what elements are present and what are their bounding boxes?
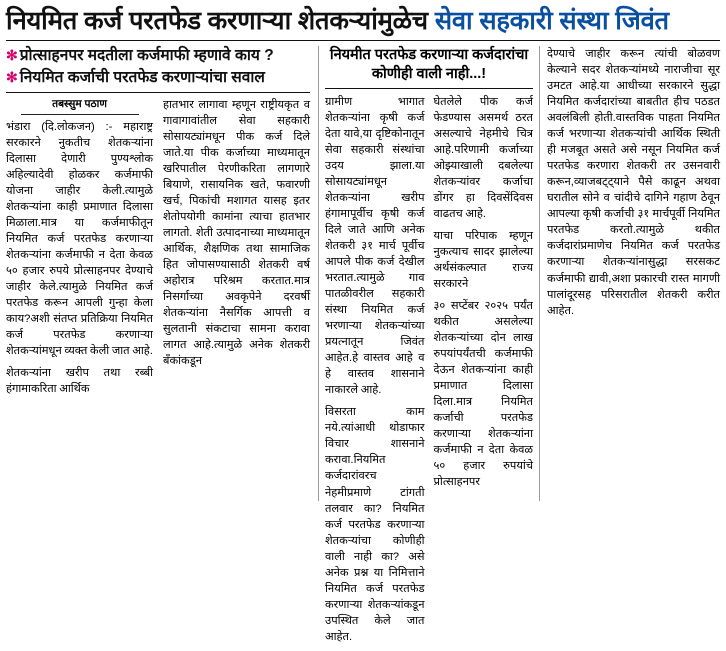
left-col-2 — [163, 97, 310, 404]
left-subheadline-1 — [6, 46, 310, 66]
left-subheadline-2 — [6, 68, 310, 88]
left-subheadline-1-text: प्रोत्साहनपर मदतीला कर्जमाफी म्हणावे काय ? — [19, 47, 274, 65]
byline: तबस्सुम पठाण — [52, 97, 107, 110]
main-headline — [6, 6, 720, 36]
headline-divider — [6, 40, 720, 41]
star-icon-2: ✻ — [6, 68, 18, 85]
left-subheadline-2-text: नियमित कर्जाची परतफेड करणाऱ्यांचा सवाल — [19, 68, 265, 86]
mid-col1-para-0: ग्रामीण भागात शेतकऱ्यांना कृषी कर्ज देता यावे,या दृष्टिकोनातून सेवा सहकारी संस्थांचा उदय झाला.या सोसायट्यांमधून शेतकऱ्यांना खरीप हंगामापूर्वीच कृषी कर्ज दिले जाते आणि अनेक शेतकरी ३१ मार्च पूर्वीच आपले पीक कर्ज देखील भरतात.त्यामुळे गाव पातळीवरील सहकारी संस्था नियमित कर्ज भरणाऱ्या शेतकऱ्यांच्या प्रयत्नातून जिवंत आहेत.हे वास्तव आहे व हे वास्तव शासनाने नाकारले आहे. — [325, 95, 425, 397]
middle-headline: नियमीत परतफेड करणाऱ्या कर्जदारांचा कोणीही वाली नाही...! — [329, 47, 529, 82]
article-body — [6, 46, 720, 643]
headline-part-b: सेवा सहकारी संस्था जिवंत — [434, 7, 669, 35]
left-col-1 — [6, 97, 153, 404]
mid-col-2 — [434, 94, 534, 651]
right-column — [540, 46, 720, 501]
star-icon: ✻ — [6, 47, 18, 64]
middle-headline-divider — [325, 88, 533, 89]
left-col1-para-0 — [6, 119, 153, 359]
left-subhead-divider — [6, 92, 310, 93]
byline-divider — [21, 114, 139, 115]
left-col1-para-0-text: महाराष्ट्र सरकारने नुकतीच शेतकऱ्यांना दिलासा देणारी पुण्यश्लोक अहिल्यादेवी होळकर कर्जमाफी योजना जाहीर केली.त्यामुळे शेतकऱ्यांना काही प्रमाणात दिलासा मिळाला.मात्र या कर्जमाफीतून नियमित कर्ज परतफेड करणाऱ्या शेतकऱ्यांना कर्जमाफी न देता केवळ ५० हजार रुपये प्रोत्साहनपर देण्याचे जाहीर केले.त्यामुळे नियमित कर्ज परतफेड करून आपली गुन्हा केला काय?अशी संतप्त प्रतिक्रिया नियमित कर्ज परतफेड करणाऱ्या शेतकऱ्यांमधून व्यक्त केली जात आहे. — [6, 120, 154, 358]
middle-column-text-grid — [325, 94, 533, 651]
left-col2-para-0: हातभार लागावा म्हणून राष्ट्रीयकृत व गावागावांतील सेवा सहकारी सोसायट्यांमधून पीक कर्ज दिले जाते.या पीक कर्जाच्या माध्यमातून खरिपातील पेरणीकरिता लागणारे बियाणे, रासायनिक खते, फवारणी खर्च, पिकांची मशागत यासह इतर शेतोपयोगी कामांना त्याचा हातभार लागतो. शेती उत्पादनाच्या माध्यमातून आर्थिक, शैक्षणिक तथा सामाजिक हित जोपासण्यासाठी शेतकरी वर्ष अहोरात्र परिश्रम करतात.मात्र निसर्गाच्या अवकृपेने दरवर्षी शेतकऱ्यांना नैसर्गिक आपत्ती व सुलतानी संकटाचा सामना करावा लागत आहे.त्यामुळे अनेक शेतकरी बँकांकडून — [163, 98, 310, 368]
mid-col1-para-1: विसरता काम नये.त्यांआधी थोडाफार विचार शासनाने करावा.नियमित कर्जदारांवरच नेहमीप्रमाणे टांगती तलवार का? नियमित कर्ज परतफेड करणाऱ्या शेतकऱ्यांचा कोणीही वाली नाही का? असे अनेक प्रश्न या निमित्ताने नियमित कर्ज परतफेड करणाऱ्या शेतकऱ्यांकडून उपस्थित केले जात आहेत. — [325, 406, 425, 643]
headline-part-a: नियमित कर्ज परतफेड करणाऱ्या शेतकऱ्यांमुळेच — [6, 7, 428, 35]
left-col1-para-1: शेतकऱ्यांना खरीप तथा रब्बी हंगामाकरिता आर्थिक — [6, 367, 153, 396]
middle-column — [318, 46, 540, 643]
mid-col2-para-0: घेतलेले पीक कर्ज फेडण्यास असमर्थ ठरत असल्याचे नेहमीचे चित्र आहे.परिणामी कर्जाच्या ओझ्याखाली दबलेल्या शेतकऱ्यांवर कर्जाचा डोंगर हा दिवसेंदिवस वाढतच आहे. — [433, 95, 533, 220]
byline-place: भंडारा (दि.लोकजन) :- — [6, 120, 113, 133]
right-col-para-0: देण्याचे जाहीर करून त्यांची बोळवण केल्याने सदर शेतकऱ्यांमध्ये नाराजीचा सूर उमटत आहे.या आधीच्या सरकारने सुद्धा नियमित कर्जदारांच्या बाबतीत हीच पठडत अवलंबिली होती.वास्तविक पाहता नियमित कर्ज भरणाऱ्या शेतकऱ्यांची आर्थिक स्थिती ही मजबूत असते असे नसून नियमित कर्ज परतफेड करणारा शेतकरी तर उसनवारी करून,व्याजबट्ट्याने पैसे काढून अथवा घरातील सोने व चांदीचे दागिने गहाण ठेवून आपल्या कृषी कर्जाची ३१ मार्चपूर्वी नियमित परतफेड करतो.त्यामुळे थकीत कर्जदारांप्रमाणेच नियमित कर्ज परतफेड करणाऱ्या शेतकऱ्यांनासुद्धा सरसकट कर्जमाफी द्यावी,अशा प्रकारची रास्त मागणी पालांदूरसह परिसरातील शेतकरी करीत आहेत. — [547, 48, 720, 317]
mid-col2-para-2: ३० सप्टेंबर २०२५ पर्यंत थकीत असलेल्या शेतकऱ्यांच्या दोन लाख रुपयांपर्यंतची कर्जमाफी देऊन शेतकऱ्यांना काही प्रमाणात दिलासा दिला.मात्र नियमित कर्जाची परतफेड करणाऱ्या शेतकऱ्यांना कर्जमाफी न देता केवळ ५० हजार रुपयांचे प्रोत्साहनपर — [433, 300, 533, 489]
left-column — [6, 46, 318, 501]
mid-col2-para-1: याचा परिपाक म्हणून नुकत्याच सादर झालेल्या अर्थसंकल्पात राज्य सरकारने — [433, 230, 533, 291]
mid-col-1 — [325, 94, 425, 651]
left-column-text-grid — [6, 97, 310, 404]
